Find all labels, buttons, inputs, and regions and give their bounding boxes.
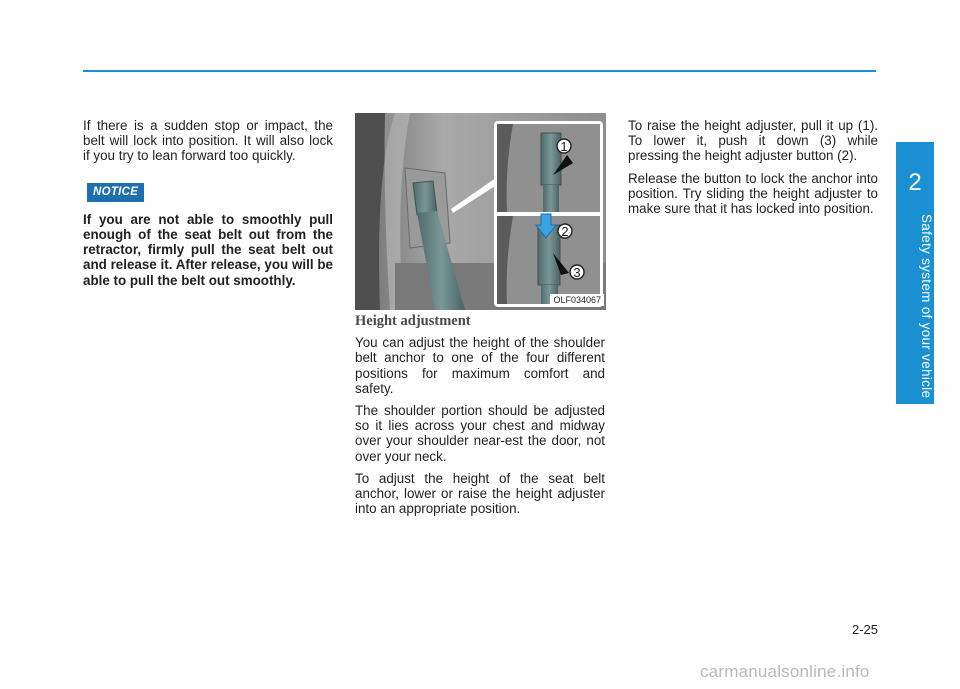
chapter-number: 2 <box>908 169 922 196</box>
figure-code: OLF034067 <box>550 294 604 306</box>
notice-badge: NOTICE <box>87 183 144 202</box>
header-rule <box>83 70 876 72</box>
section-heading: Height adjustment <box>355 313 471 329</box>
page-number: 2-25 <box>851 622 878 637</box>
callout-1: 1 <box>560 139 568 154</box>
paragraph: Release the button to lock the anchor into position. Try sliding the height adjuster to make sure that it has locked into position. <box>628 170 878 217</box>
paragraph: The shoulder portion should be adjusted so it lies across your chest and midway over your shoulder near-est the door, not over your neck. <box>355 403 605 464</box>
callout-2: 2 <box>561 224 569 239</box>
chapter-tab <box>896 142 934 404</box>
notice-text: If you are not able to smoothly pull enough of the seat belt out from the retractor, firmly pull the seat belt out and release it. After release, you will be able to pull the belt out smoothly. <box>83 211 333 288</box>
middle-column <box>355 314 605 523</box>
right-column <box>628 118 878 223</box>
callout-3: 3 <box>573 265 581 280</box>
paragraph: To raise the height adjuster, pull it up (1). To lower it, push it down (3) while pressing the height adjuster button (2). <box>628 118 878 164</box>
left-column <box>83 118 333 295</box>
lock-paragraph: If there is a sudden stop or impact, the belt will lock into position. It will also lock if you try to lean forward too quickly. <box>83 118 333 164</box>
chapter-title: Safety system of your vehicle <box>919 213 934 399</box>
paragraph: To adjust the height of the seat belt anchor, lower or raise the height adjuster into an appropriate position. <box>355 470 605 517</box>
watermark: carmanualsonline.info <box>700 662 870 681</box>
seat-belt-figure <box>355 113 606 310</box>
paragraph: You can adjust the height of the shoulder belt anchor to one of the four different positions for maximum comfort and safety. <box>355 335 605 396</box>
